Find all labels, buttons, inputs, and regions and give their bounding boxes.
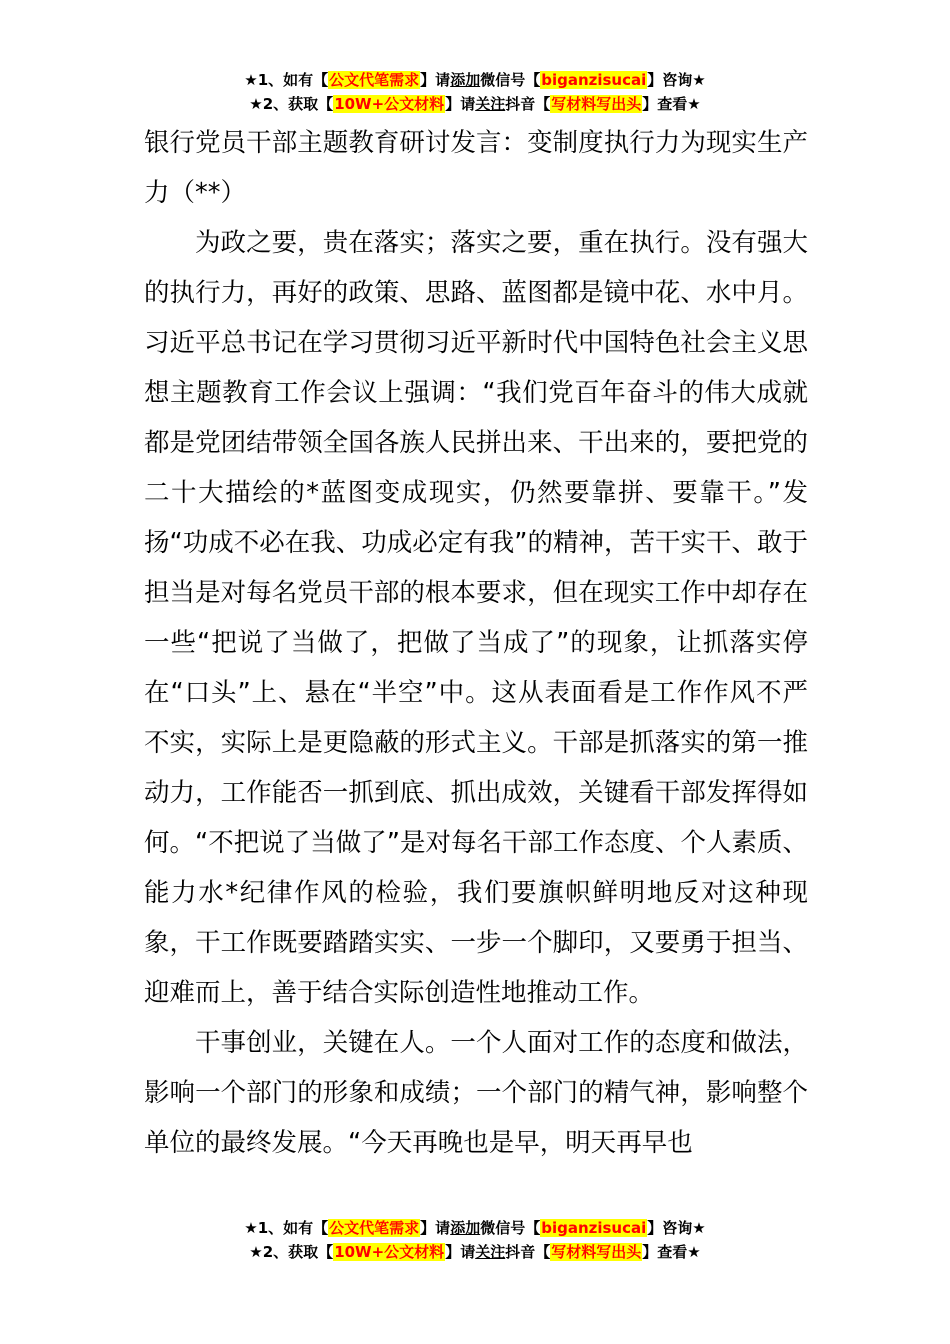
banner-text: 】咨询★	[647, 1219, 706, 1237]
banner-text: 抖音【	[505, 95, 551, 113]
banner-text: ★1、如有【	[244, 1219, 329, 1237]
banner-text: 】请	[445, 95, 476, 113]
banner-text: 】查看★	[642, 1243, 701, 1261]
banner-highlight: biganzisucai	[541, 71, 647, 89]
document-body	[144, 118, 808, 1168]
banner-text: 抖音【	[505, 1243, 551, 1261]
banner-highlight: 10W+公文材料	[334, 1243, 445, 1261]
banner-underlined-text: 添加	[450, 1219, 481, 1237]
footer-banner	[0, 1216, 950, 1264]
banner-highlight: 写材料写出头	[551, 1243, 642, 1261]
banner-text: 】请	[445, 1243, 476, 1261]
banner-underlined-text: 关注	[475, 1243, 506, 1261]
banner-text: ★2、获取【	[249, 95, 334, 113]
banner-line-2	[0, 92, 950, 116]
banner-highlight: 10W+公文材料	[334, 95, 445, 113]
banner-text: ★2、获取【	[249, 1243, 334, 1261]
document-title: 银行党员干部主题教育研讨发言：变制度执行力为现实生产力（**）	[144, 128, 808, 208]
banner-highlight: biganzisucai	[541, 1219, 647, 1237]
banner-text: 】请	[420, 1219, 451, 1237]
banner-underlined-text: 关注	[475, 95, 506, 113]
banner-text: 】咨询★	[647, 71, 706, 89]
banner-text: ★1、如有【	[244, 71, 329, 89]
banner-line-2	[0, 1240, 950, 1264]
banner-highlight: 公文代笔需求	[329, 71, 420, 89]
paragraph-1: 为政之要，贵在落实；落实之要，重在执行。没有强大的执行力，再好的政策、思路、蓝图都是镜中花、水中月。习近平总书记在学习贯彻习近平新时代中国特色社会主义思想主题教育工作会议上强调：“我们党百年奋斗的伟大成就都是党团结带领全国各族人民拼出来、干出来的，要把党的二十大描绘的*蓝图变成现实，仍然要靠拼、要靠干。”发扬“功成不必在我、功成必定有我”的精神，苦干实干、敢于担当是对每名党员干部的根本要求，但在现实工作中却存在一些“把说了当做了，把做了当成了”的现象，让抓落实停在“口头”上、悬在“半空”中。这从表面看是工作作风不严不实，实际上是更隐蔽的形式主义。干部是抓落实的第一推动力，工作能否一抓到底、抓出成效，关键看干部发挥得如何。“不把说了当做了”是对每名干部工作态度、个人素质、能力水*纪律作风的检验，我们要旗帜鲜明地反对这种现象，干工作既要踏踏实实、一步一个脚印，又要勇于担当、迎难而上，善于结合实际创造性地推动工作。	[144, 228, 808, 1008]
banner-text: 】请	[420, 71, 451, 89]
banner-text: 微信号【	[480, 1219, 541, 1237]
header-banner	[0, 68, 950, 116]
banner-line-1	[0, 68, 950, 92]
banner-text: 微信号【	[480, 71, 541, 89]
paragraph-2: 干事创业，关键在人。一个人面对工作的态度和做法，影响一个部门的形象和成绩；一个部门的精气神，影响整个单位的最终发展。“今天再晚也是早，明天再早也	[144, 1028, 808, 1158]
banner-line-1	[0, 1216, 950, 1240]
banner-highlight: 写材料写出头	[551, 95, 642, 113]
banner-underlined-text: 添加	[450, 71, 481, 89]
banner-text: 】查看★	[642, 95, 701, 113]
banner-highlight: 公文代笔需求	[329, 1219, 420, 1237]
